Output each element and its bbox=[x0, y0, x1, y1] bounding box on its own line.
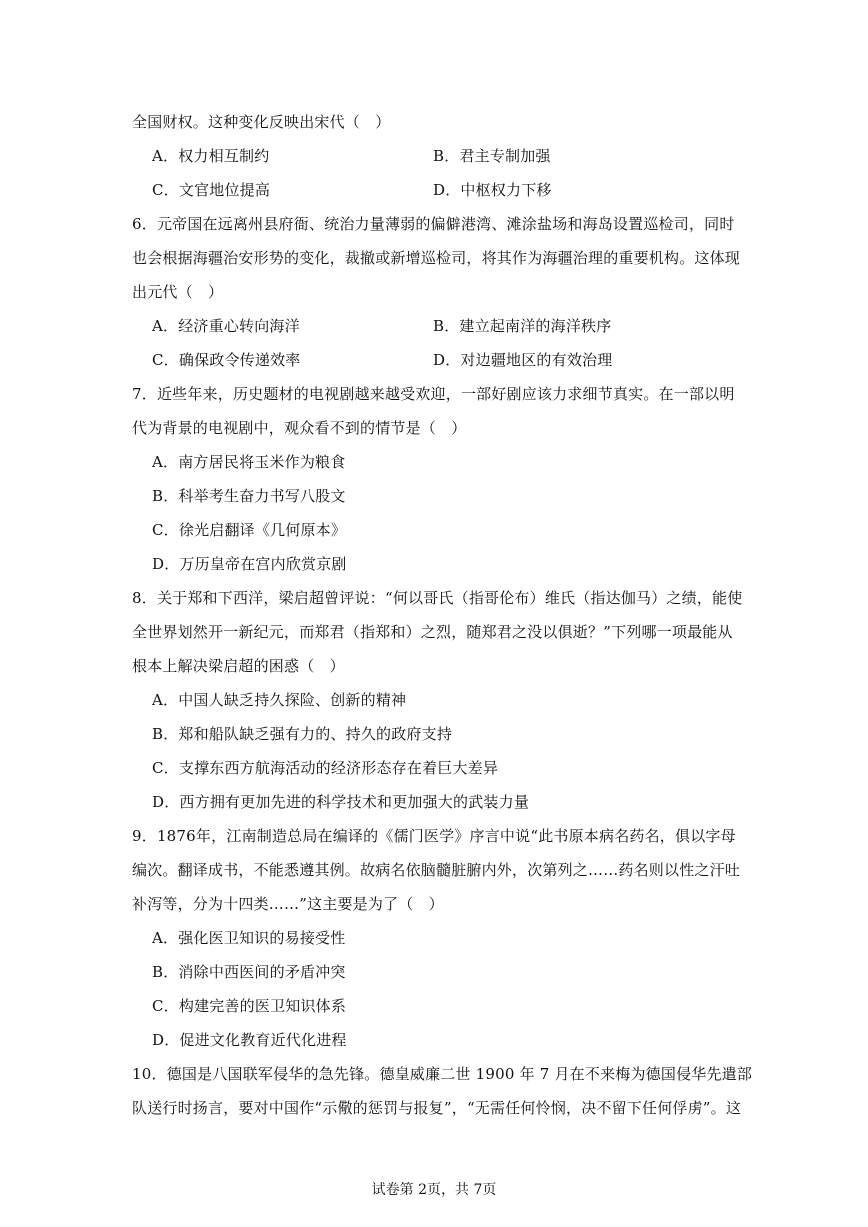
q8-option-c: C．支撑东西方航海活动的经济形态存在着巨大差异 bbox=[152, 759, 499, 777]
q5-option-a: A．权力相互制约 bbox=[152, 147, 270, 165]
q9-stem-line: 9．1876年，江南制造总局在编译的《儒门医学》序言中说“此书原本病名药名，俱以字母 bbox=[132, 827, 736, 845]
q10-stem-line: 10．德国是八国联军侵华的急先锋。德皇威廉二世 1900 年 7 月在不来梅为德国侵华先遣部 bbox=[132, 1065, 753, 1083]
q8-option-a: A．中国人缺乏持久探险、创新的精神 bbox=[152, 691, 407, 709]
q9-stem-line: 编次。翻译成书，不能悉遵其例。故病名依脑髓脏腑内外，次第列之……药名则以性之汗吐 bbox=[132, 861, 741, 879]
q8-option-b: B．郑和船队缺乏强有力的、持久的政府支持 bbox=[152, 725, 453, 743]
q6-stem-line: 出元代（ ） bbox=[132, 283, 224, 301]
q5-stem-line: 全国财权。这种变化反映出宋代（ ） bbox=[132, 113, 391, 131]
q6-option-d: D．对边疆地区的有效治理 bbox=[433, 351, 613, 369]
q8-option-d: D．西方拥有更加先进的科学技术和更加强大的武装力量 bbox=[152, 793, 530, 811]
q5-option-c: C．文官地位提高 bbox=[152, 181, 271, 199]
q6-option-c: C．确保政令传递效率 bbox=[152, 351, 301, 369]
q7-stem-line: 7．近些年来，历史题材的电视剧越来越受欢迎，一部好剧应该力求细节真实。在一部以明 bbox=[132, 385, 735, 403]
q7-option-b: B．科举考生奋力书写八股文 bbox=[152, 487, 346, 505]
q10-stem-line: 队送行时扬言，要对中国作“示儆的惩罚与报复”，“无需任何怜悯，决不留下任何俘虏”。这 bbox=[132, 1099, 742, 1117]
q7-option-a: A．南方居民将玉米作为粮食 bbox=[152, 453, 346, 471]
q9-option-a: A．强化医卫知识的易接受性 bbox=[152, 929, 346, 947]
q5-option-d: D．中枢权力下移 bbox=[433, 181, 552, 199]
q6-option-a: A．经济重心转向海洋 bbox=[152, 317, 300, 335]
q6-option-b: B．建立起南洋的海洋秩序 bbox=[433, 317, 612, 335]
q8-stem-line: 8．关于郑和下西洋，梁启超曾评说：“何以哥氏（指哥伦布）维氏（指达伽马）之绩，能使 bbox=[132, 589, 743, 607]
q6-stem-line: 也会根据海疆治安形势的变化，裁撤或新增巡检司，将其作为海疆治理的重要机构。这体现 bbox=[132, 249, 741, 267]
q5-option-b: B．君主专制加强 bbox=[433, 147, 551, 165]
q7-option-c: C．徐光启翻译《几何原本》 bbox=[152, 521, 347, 539]
q9-stem-line: 补泻等，分为十四类……”这主要是为了（ ） bbox=[132, 895, 444, 913]
q8-stem-line: 全世界划然开一新纪元，而郑君（指郑和）之烈，随郑君之没以俱逝？”下列哪一项最能从 bbox=[132, 623, 733, 641]
q9-option-d: D．促进文化教育近代化进程 bbox=[152, 1031, 347, 1049]
q7-stem-line: 代为背景的电视剧中，观众看不到的情节是（ ） bbox=[132, 419, 467, 437]
q9-option-b: B．消除中西医间的矛盾冲突 bbox=[152, 963, 346, 981]
q9-option-c: C．构建完善的医卫知识体系 bbox=[152, 997, 347, 1015]
q7-option-d: D．万历皇帝在宫内欣赏京剧 bbox=[152, 555, 347, 573]
page-footer: 试卷第 2页，共 7页 bbox=[371, 1182, 497, 1198]
q6-stem-line: 6．元帝国在远离州县府衙、统治力量薄弱的偏僻港湾、滩涂盐场和海岛设置巡检司，同时 bbox=[132, 215, 735, 233]
q8-stem-line: 根本上解决梁启超的困惑（ ） bbox=[132, 657, 345, 675]
